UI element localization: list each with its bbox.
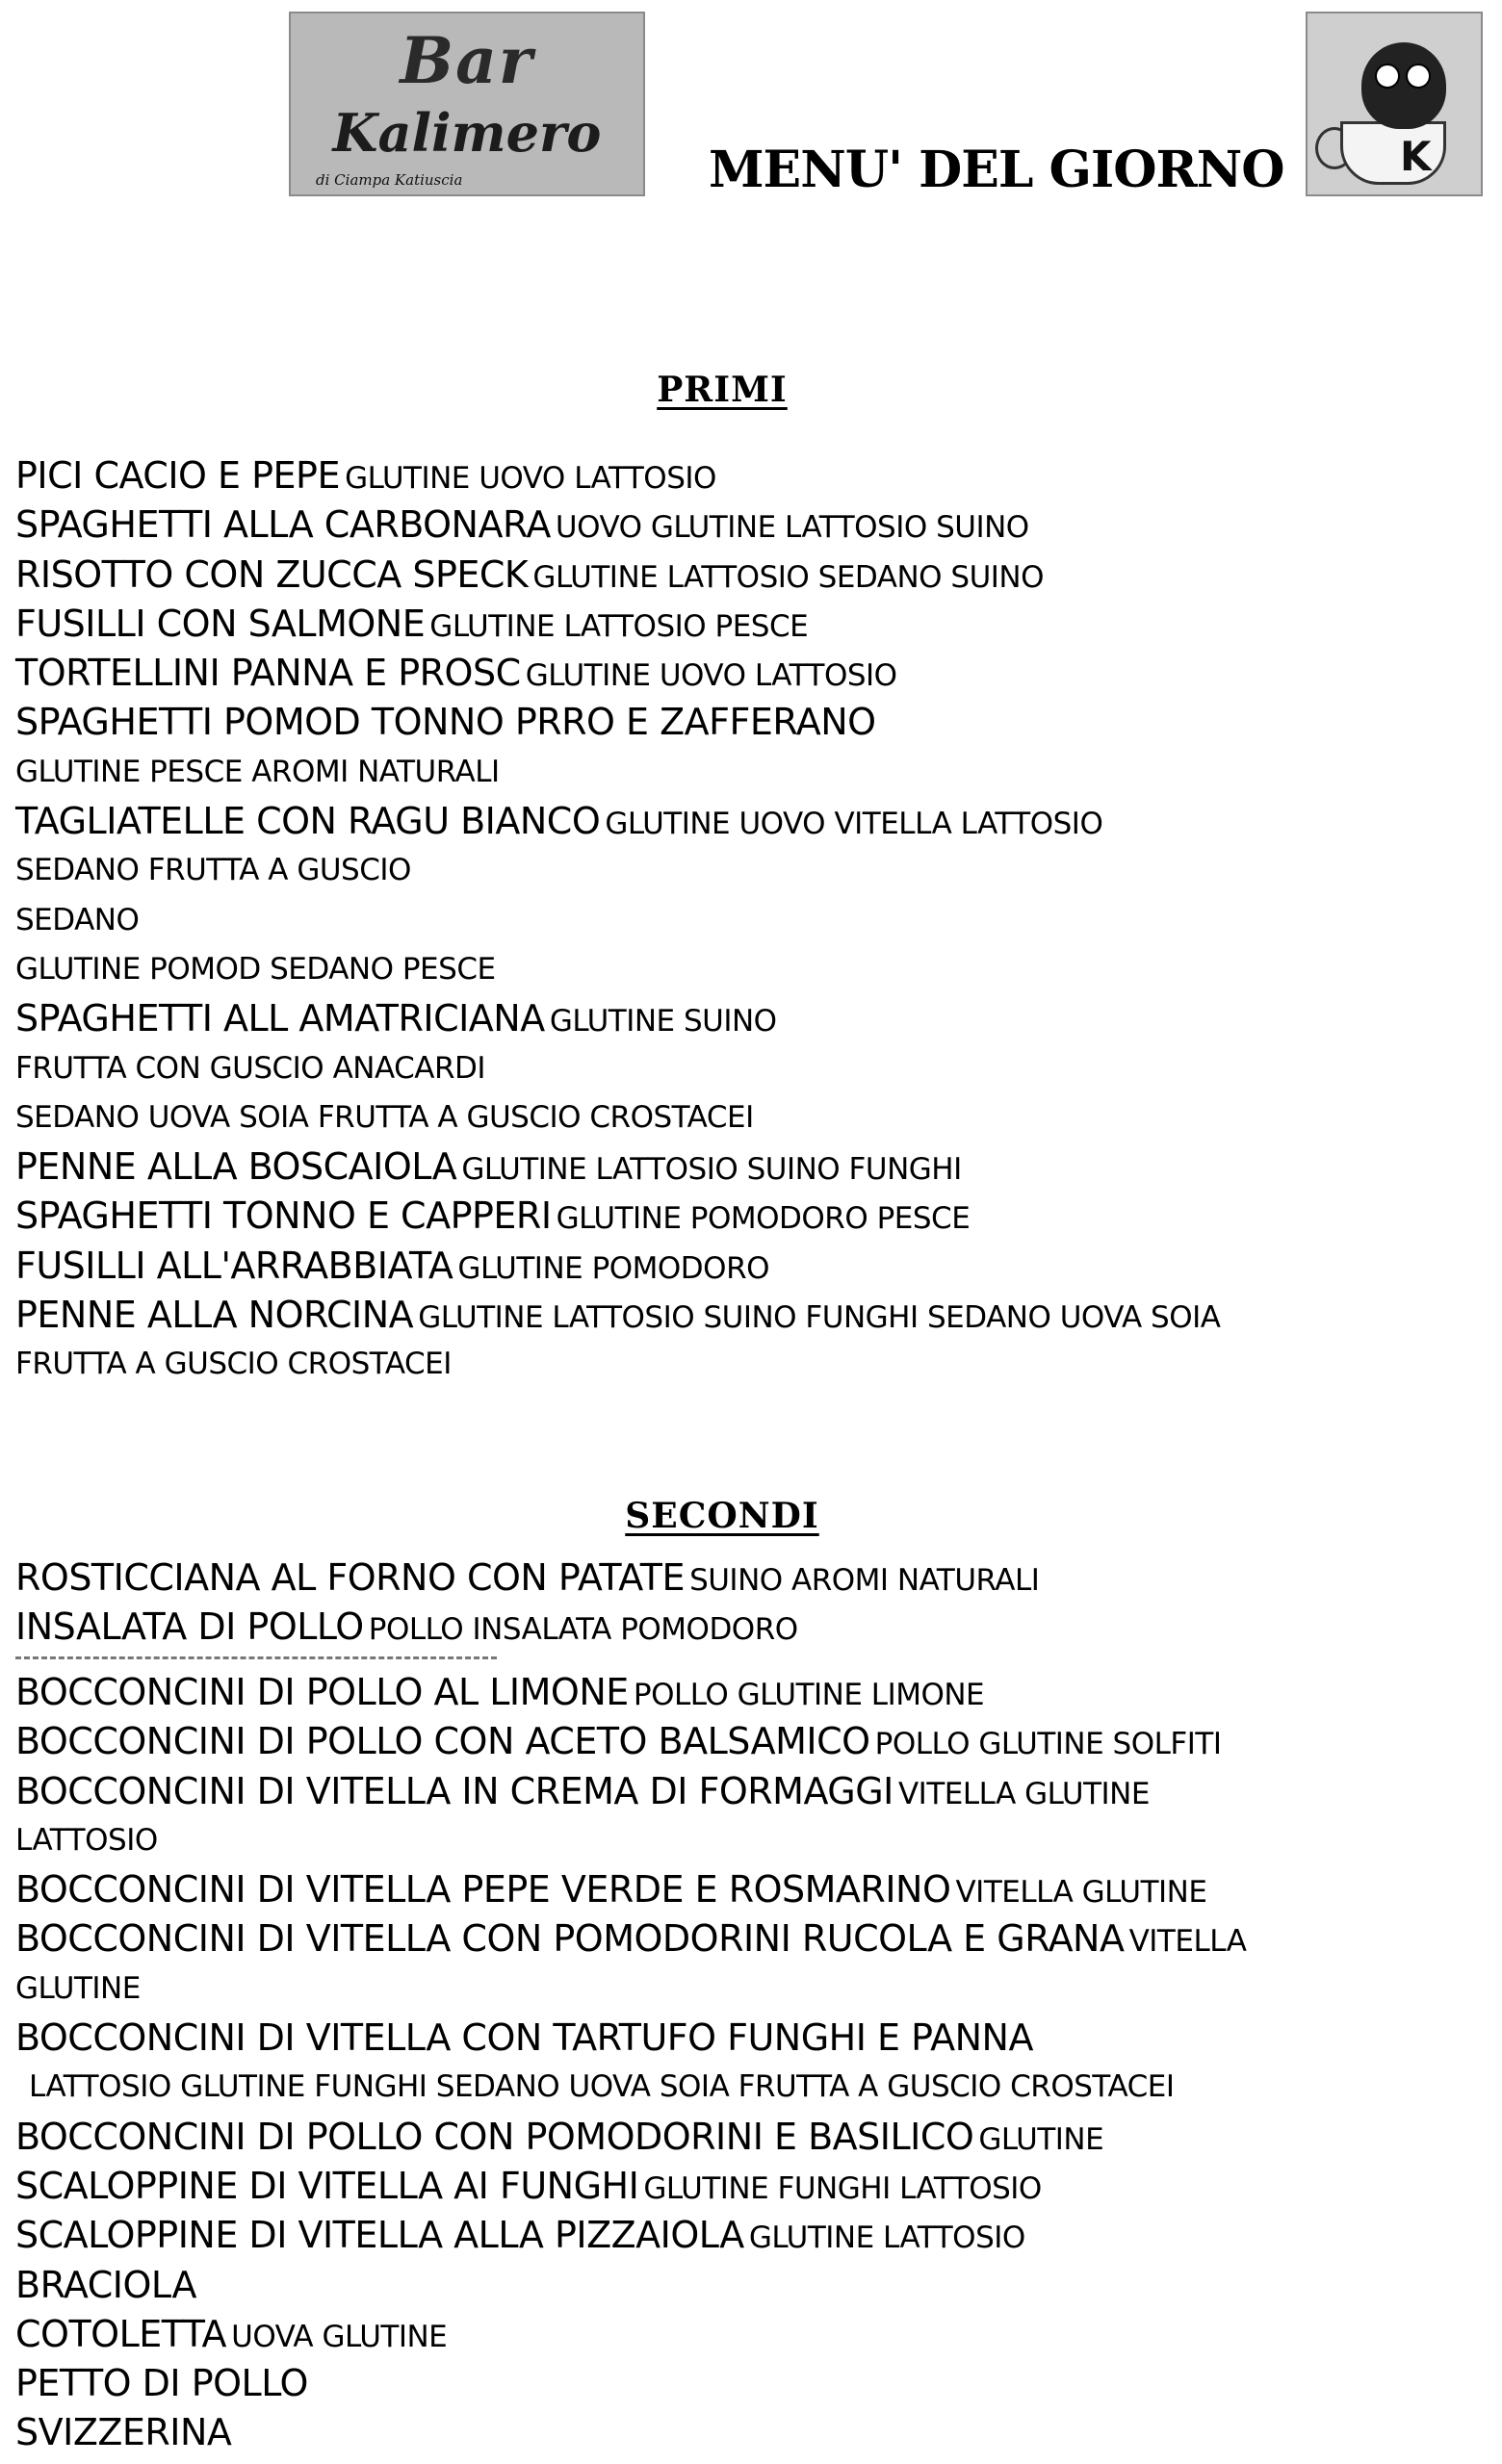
- menu-item: [15, 2063, 1246, 2112]
- menu-item: [15, 2261, 1246, 2310]
- section-title-primi: PRIMI: [657, 370, 788, 410]
- allergen-list: GLUTINE: [978, 2121, 1104, 2157]
- menu-item: [15, 2211, 1246, 2260]
- logo-line-kalimero: Kalimero: [332, 102, 602, 164]
- menu-item: [15, 994, 1220, 1043]
- menu-item: [15, 500, 1220, 550]
- dish-name: BOCCONCINI DI VITELLA CON POMODORINI RUCOLA E GRANA: [15, 1917, 1125, 1961]
- secondi-list: [15, 1553, 1039, 1653]
- dish-name: PICI CACIO E PEPE: [15, 454, 340, 497]
- dish-name: SPAGHETTI ALLA CARBONARA: [15, 503, 551, 547]
- dish-name: BOCCONCINI DI VITELLA PEPE VERDE E ROSMARINO: [15, 1868, 951, 1912]
- dish-name: TORTELLINI PANNA E PROSC: [15, 652, 521, 695]
- dish-name: BOCCONCINI DI VITELLA IN CREMA DI FORMAGGI: [15, 1769, 893, 1812]
- primi-list: [15, 451, 1220, 1390]
- menu-item: [15, 1816, 1246, 1865]
- menu-item: [15, 698, 1220, 747]
- logo-line-bar: Bar: [400, 23, 534, 98]
- allergen-list: GLUTINE POMODORO PESCE: [556, 1201, 971, 1237]
- logo-line-owner: di Ciampa Katiuscia: [316, 171, 463, 189]
- menu-item: [15, 945, 1220, 994]
- menu-item: [15, 1142, 1220, 1192]
- dish-name: SVIZZERINA: [15, 2411, 232, 2454]
- menu-item: [15, 1093, 1220, 1142]
- dish-name: SPAGHETTI POMOD TONNO PRRO E ZAFFERANO: [15, 701, 876, 744]
- dish-name: PENNE ALLA NORCINA: [15, 1294, 414, 1337]
- dish-name: BOCCONCINI DI VITELLA CON TARTUFO FUNGHI E PANNA: [15, 2016, 1033, 2060]
- right-eye-icon: [1406, 64, 1431, 89]
- menu-item: [15, 2310, 1246, 2359]
- allergen-list: GLUTINE PESCE AROMI NATURALI: [15, 754, 500, 789]
- allergen-list: UOVA GLUTINE: [231, 2319, 448, 2354]
- menu-item: [15, 451, 1220, 500]
- menu-item: [15, 896, 1220, 945]
- dish-name: SCALOPPINE DI VITELLA ALLA PIZZAIOLA: [15, 2214, 744, 2257]
- dish-name: INSALATA DI POLLO: [15, 1605, 364, 1649]
- menu-item: [15, 1603, 1039, 1652]
- allergen-list: POLLO GLUTINE SOLFITI: [874, 1727, 1222, 1762]
- menu-item: [15, 1553, 1039, 1603]
- allergen-list: VITELLA GLUTINE: [955, 1875, 1207, 1911]
- menu-item: [15, 1044, 1220, 1093]
- allergen-list: LATTOSIO: [15, 1822, 158, 1858]
- allergen-list: GLUTINE POMODORO: [457, 1250, 770, 1286]
- menu-item: [15, 1192, 1220, 1241]
- page-title: MENU' DEL GIORNO: [709, 141, 1284, 199]
- allergen-list: GLUTINE LATTOSIO SEDANO SUINO: [532, 559, 1044, 595]
- allergen-list: SEDANO UOVA SOIA FRUTTA A GUSCIO CROSTACEI: [15, 1099, 754, 1135]
- dish-name: SCALOPPINE DI VITELLA AI FUNGHI: [15, 2164, 639, 2207]
- dish-name: BOCCONCINI DI POLLO AL LIMONE: [15, 1671, 629, 1713]
- dish-name: BRACIOLA: [15, 2263, 196, 2306]
- menu-item: [15, 2359, 1246, 2408]
- allergen-list: SUINO AROMI NATURALI: [689, 1563, 1040, 1598]
- menu-item: [15, 2408, 1246, 2457]
- menu-item: [15, 1668, 1246, 1717]
- menu-item: [15, 2113, 1246, 2162]
- bar-logo: [289, 12, 645, 196]
- allergen-list: GLUTINE LATTOSIO PESCE: [429, 608, 809, 644]
- allergen-list: GLUTINE SUINO: [549, 1004, 777, 1040]
- allergen-list: SEDANO: [15, 902, 140, 937]
- dish-name: BOCCONCINI DI POLLO CON POMODORINI E BASILICO: [15, 2115, 974, 2158]
- dish-name: RISOTTO CON ZUCCA SPECK: [15, 552, 529, 596]
- dish-name: TAGLIATELLE CON RAGU BIANCO: [15, 800, 601, 843]
- allergen-list: GLUTINE UOVO LATTOSIO: [525, 658, 897, 694]
- allergen-list: POLLO GLUTINE LIMONE: [633, 1678, 985, 1712]
- kalimero-character-icon: [1361, 42, 1446, 129]
- allergen-list: GLUTINE FUNGHI LATTOSIO: [643, 2170, 1042, 2206]
- menu-item: [15, 1914, 1246, 1964]
- menu-item: [15, 600, 1220, 649]
- allergen-list: VITELLA: [1128, 1924, 1247, 1960]
- menu-item: [15, 1717, 1246, 1766]
- allergen-list: LATTOSIO GLUTINE FUNGHI SEDANO UOVA SOIA FRUTTA A GUSCIO CROSTACEI: [29, 2069, 1175, 2105]
- allergen-list: GLUTINE LATTOSIO: [748, 2220, 1025, 2256]
- menu-item: [15, 748, 1220, 797]
- menu-item: [15, 649, 1220, 698]
- menu-item: [15, 1865, 1246, 1914]
- allergen-list: GLUTINE POMOD SEDANO PESCE: [15, 951, 496, 987]
- allergen-list: SEDANO FRUTTA A GUSCIO: [15, 853, 411, 888]
- menu-item: [15, 1291, 1220, 1340]
- dish-name: BOCCONCINI DI POLLO CON ACETO BALSAMICO: [15, 1720, 870, 1763]
- allergen-list: UOVO GLUTINE LATTOSIO SUINO: [555, 510, 1029, 546]
- menu-item: [15, 1964, 1246, 2014]
- cup-logo-letter: K: [1400, 133, 1432, 180]
- allergen-list: FRUTTA A GUSCIO CROSTACEI: [15, 1347, 452, 1382]
- allergen-list: GLUTINE UOVO LATTOSIO: [345, 461, 716, 496]
- section-title-secondi: SECONDI: [625, 1496, 819, 1536]
- dish-name: FUSILLI CON SALMONE: [15, 602, 426, 645]
- faint-scan-line: [15, 1656, 497, 1660]
- menu-item: [15, 551, 1220, 600]
- dish-name: SPAGHETTI TONNO E CAPPERI: [15, 1194, 552, 1238]
- allergen-list: GLUTINE LATTOSIO SUINO FUNGHI SEDANO UOVA SOIA: [418, 1300, 1221, 1336]
- menu-item: [15, 1767, 1246, 1816]
- cup-logo: [1306, 12, 1483, 196]
- dish-name: SPAGHETTI ALL AMATRICIANA: [15, 997, 545, 1040]
- allergen-list: GLUTINE: [15, 1970, 141, 2006]
- left-eye-icon: [1375, 64, 1400, 89]
- allergen-list: FRUTTA CON GUSCIO ANACARDI: [15, 1050, 486, 1086]
- allergen-list: VITELLA GLUTINE: [897, 1776, 1150, 1811]
- dish-name: ROSTICCIANA AL FORNO CON PATATE: [15, 1556, 685, 1599]
- menu-item: [15, 1242, 1220, 1291]
- menu-item: [15, 797, 1220, 846]
- dish-name: FUSILLI ALL'ARRABBIATA: [15, 1244, 453, 1287]
- allergen-list: POLLO INSALATA POMODORO: [368, 1612, 798, 1648]
- menu-item: [15, 846, 1220, 895]
- allergen-list: GLUTINE LATTOSIO SUINO FUNGHI: [461, 1152, 962, 1188]
- menu-item: [15, 2162, 1246, 2211]
- menu-item: [15, 1340, 1220, 1389]
- menu-item: [15, 2014, 1246, 2063]
- dish-name: COTOLETTA: [15, 2312, 227, 2355]
- dish-name: PETTO DI POLLO: [15, 2362, 308, 2405]
- allergen-list: GLUTINE UOVO VITELLA LATTOSIO: [605, 807, 1103, 842]
- secondi-list-continued: [15, 1668, 1246, 2458]
- dish-name: PENNE ALLA BOSCAIOLA: [15, 1145, 457, 1189]
